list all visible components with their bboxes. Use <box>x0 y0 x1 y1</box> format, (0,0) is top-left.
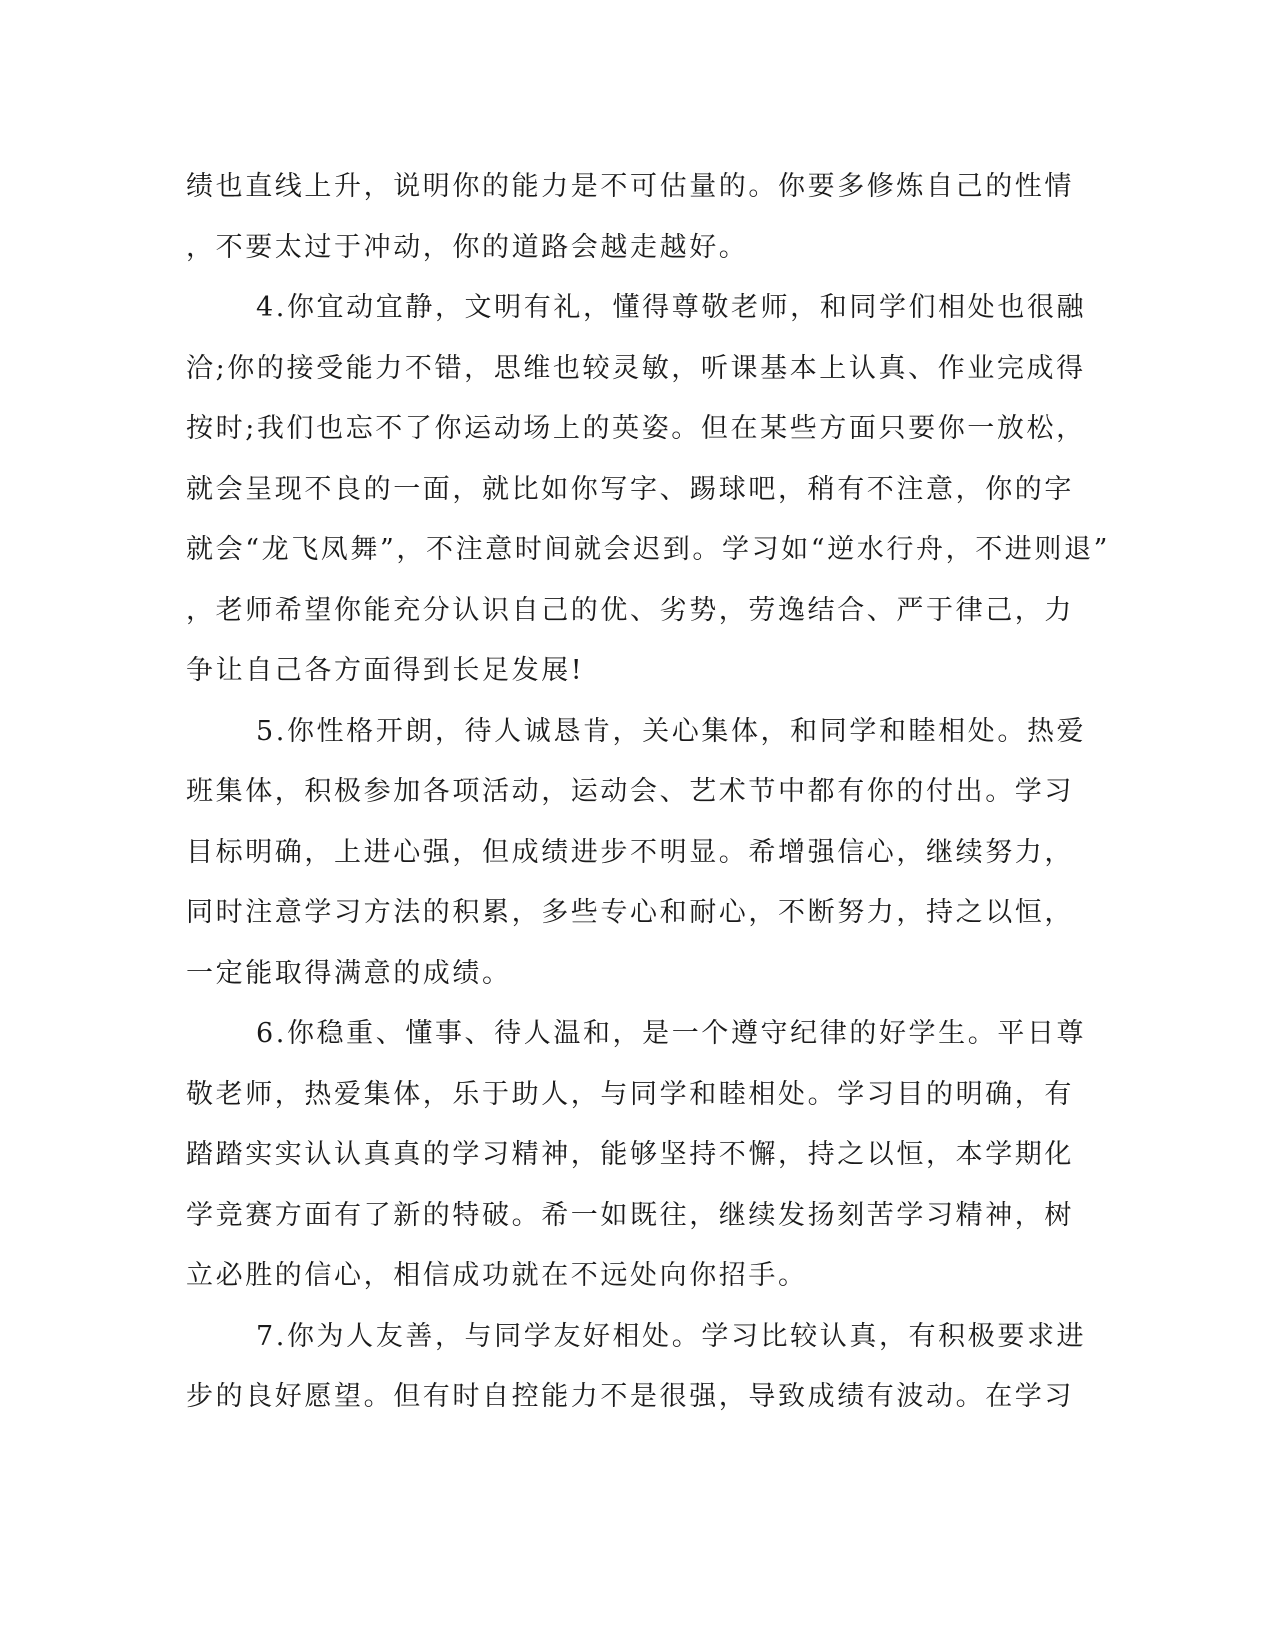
text-line: 学竞赛方面有了新的特破。希一如既往，继续发扬刻苦学习精神，树 <box>186 1199 1074 1231</box>
text-line: 按时;我们也忘不了你运动场上的英姿。但在某些方面只要你一放松， <box>186 413 1086 444</box>
text-line: ，老师希望你能充分认识自己的优、劣势，劳逸结合、严于律己，力 <box>186 594 1074 626</box>
text-line: 敬老师，热爱集体，乐于助人，与同学和睦相处。学习目的明确，有 <box>186 1078 1074 1110</box>
text-line: 一定能取得满意的成绩。 <box>186 957 512 989</box>
text-line: 就会呈现不良的一面，就比如你写字、踢球吧，稍有不注意，你的字 <box>186 473 1074 505</box>
text-line: 同时注意学习方法的积累，多些专心和耐心，不断努力，持之以恒， <box>186 897 1074 928</box>
text-line: 绩也直线上升，说明你的能力是不可估量的。你要多修炼自己的性情 <box>186 171 1074 202</box>
text-line: 步的良好愿望。但有时自控能力不是很强，导致成绩有波动。在学习 <box>186 1381 1074 1412</box>
text-line: 洽;你的接受能力不错，思维也较灵敏，听课基本上认真、作业完成得 <box>186 352 1086 384</box>
text-line: 班集体，积极参加各项活动，运动会、艺术节中都有你的付出。学习 <box>186 776 1074 807</box>
text-line: 踏踏实实认认真真的学习精神，能够坚持不懈，持之以恒，本学期化 <box>186 1139 1074 1170</box>
paragraph-first-line: 4.你宜动宜静，文明有礼，懂得尊敬老师，和同学们相处也很融 <box>256 292 1087 323</box>
paragraph-first-line: 6.你稳重、懂事、待人温和，是一个遵守纪律的好学生。平日尊 <box>256 1018 1087 1049</box>
paragraph-first-line: 5.你性格开朗，待人诚恳肯，关心集体，和同学和睦相处。热爱 <box>256 715 1087 747</box>
text-line: 就会“龙飞凤舞”，不注意时间就会迟到。学习如“逆水行舟，不进则退” <box>186 534 1111 565</box>
text-line: 立必胜的信心，相信成功就在不远处向你招手。 <box>186 1260 808 1291</box>
document-body <box>186 157 1111 1428</box>
paragraph-first-line: 7.你为人友善，与同学友好相处。学习比较认真，有积极要求进 <box>256 1320 1087 1352</box>
text-line: 争让自己各方面得到长足发展! <box>186 655 585 686</box>
text-line: ，不要太过于冲动，你的道路会越走越好。 <box>186 231 749 263</box>
text-line: 目标明确，上进心强，但成绩进步不明显。希增强信心，继续努力， <box>186 836 1074 868</box>
